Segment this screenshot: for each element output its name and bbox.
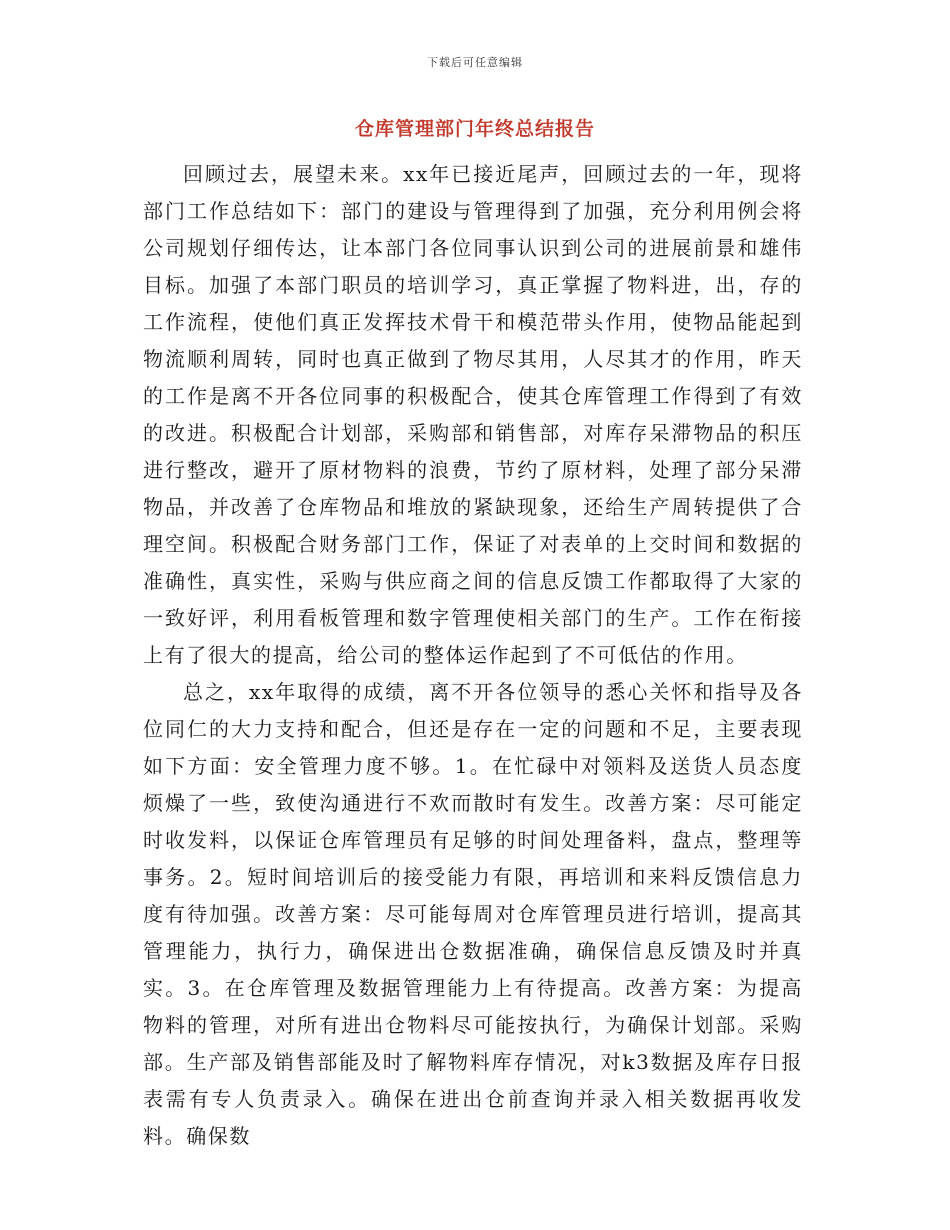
paragraph-1: 回顾过去，展望未来。xx年已接近尾声，回顾过去的一年，现将部门工作总结如下：部门的建设与管理得到了加强，充分利用例会将公司规划仔细传达，让本部门各位同事认识到公司的进展前景和雄伟目标。加强了本部门职员的培训学习，真正掌握了物料进，出，存的工作流程，使他们真正发挥技术骨干和模范带头作用，使物品能起到物流顺利周转，同时也真正做到了物尽其用，人尽其才的作用，昨天的工作是离不开各位同事的积极配合，使其仓库管理工作得到了有效的改进。积极配合计划部，采购部和销售部，对库存呆滞物品的积压进行整改，避开了原材物料的浪费，节约了原材料，处理了部分呆滞物品，并改善了仓库物品和堆放的紧缺现象，还给生产周转提供了合理空间。积极配合财务部门工作，保证了对表单的上交时间和数据的准确性，真实性，采购与供应商之间的信息反馈工作都取得了大家的一致好评，利用看板管理和数字管理使相关部门的生产。工作在衔接上有了很大的提高，给公司的整体运作起到了不可低估的作用。 (143, 162, 803, 667)
document-title: 仓库管理部门年终总结报告 (354, 118, 595, 140)
paragraph-2: 总之，xx年取得的成绩，离不开各位领导的悉心关怀和指导及各位同仁的大力支持和配合，但还是存在一定的问题和不足，主要表现如下方面：安全管理力度不够。1。在忙碌中对领料及送货人员态度烦燥了一些，致使沟通进行不欢而散时有发生。改善方案：尽可能定时收发料，以保证仓库管理员有足够的时间处理备料，盘点，整理等事务。2。短时间培训后的接受能力有限，再培训和来料反馈信息力度有待加强。改善方案：尽可能每周对仓库管理员进行培训，提高其管理能力，执行力，确保进出仓数据准确，确保信息反馈及时并真实。3。在仓库管理及数据管理能力上有待提高。改善方案：为提高物料的管理，对所有进出仓物料尽可能按执行，为确保计划部。采购部。生产部及销售部能及时了解物料库存情况，对k3数据及库存日报表需有专人负责录入。确保在进出仓前查询并录入相关数据再收发料。确保数 (143, 680, 803, 1148)
header-note: 下载后可任意编辑 (427, 56, 523, 69)
document-body (143, 156, 803, 1155)
